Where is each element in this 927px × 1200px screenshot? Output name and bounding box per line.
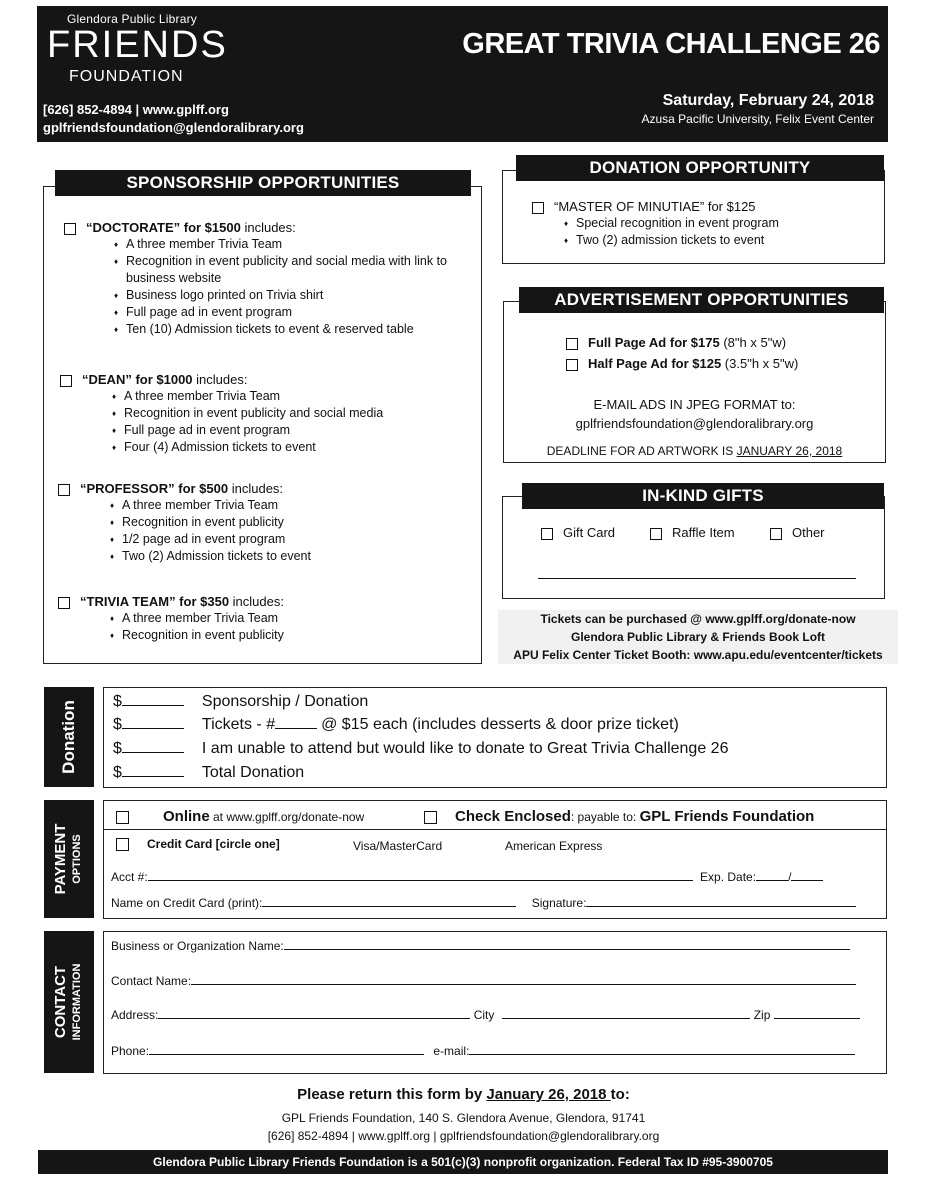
address-label: Address: [111,1008,159,1022]
zip-label: Zip [753,1008,771,1022]
tickets-line-2: Glendora Public Library & Friends Book Loft [570,630,826,644]
ad-full-page [566,335,786,350]
checkbox[interactable] [58,484,70,496]
checkbox[interactable] [64,223,76,235]
cc-option-visa[interactable]: Visa/MasterCard [353,839,443,853]
option-label: Gift Card [563,525,616,540]
benefit-item: ♦ Recognition in event publicity [110,627,458,644]
inkind-option-raffle [650,525,735,540]
benefit-item: ♦ Four (4) Admission tickets to event [112,439,460,456]
benefit-item: ♦ A three member Trivia Team [114,236,464,253]
dollar-sign: $ [113,693,122,710]
sponsorship-tier-dean [60,372,460,456]
donation-opportunity-item [532,199,872,249]
tier-suffix: includes: [228,481,284,496]
donation-side-label [44,687,94,787]
acct-label: Acct #: [111,870,148,884]
acct-row [111,870,823,884]
checkbox[interactable] [532,202,544,214]
benefit-item: ♦ Two (2) Admission tickets to event [110,548,458,565]
checkbox[interactable] [60,375,72,387]
tier-suffix: includes: [240,220,296,235]
benefit-item: ♦ A three member Trivia Team [110,497,458,514]
option-label: Raffle Item [672,525,735,540]
city-label: City [473,1008,495,1022]
checkbox[interactable] [116,811,129,824]
return-address: GPL Friends Foundation, 140 S. Glendora Avenue, Glendora, 91741 [281,1111,646,1125]
donation-opportunity-heading: DONATION OPPORTUNITY [516,155,884,181]
business-row [111,939,850,953]
org-email: gplfriendsfoundation@glendoralibrary.org [43,120,304,135]
tier-benefits [114,236,464,338]
sponsorship-tier-professor [58,481,458,565]
tickets-info [498,610,898,664]
event-title: GREAT TRIVIA CHALLENGE 26 [462,28,880,60]
tickets-line-3: APU Felix Center Ticket Booth: www.apu.edu/eventcenter/tickets [513,648,883,662]
tier-suffix: includes: [229,594,284,609]
amount-field[interactable] [122,752,184,753]
business-label: Business or Organization Name: [111,939,284,953]
tier-name: “TRIVIA TEAM” for $350 [80,594,230,609]
exp-label: Exp. Date: [700,870,757,884]
checkbox[interactable] [541,528,553,540]
cc-name-label: Name on Credit Card (print): [111,896,263,910]
contact-name-label: Contact Name: [111,974,192,988]
amount-field[interactable] [122,776,184,777]
phone-label: Phone: [111,1044,150,1058]
amount-field[interactable] [122,728,184,729]
ad-label: Full Page Ad for $175 [588,335,720,350]
payment-side-label [44,800,94,918]
tier-suffix: includes: [192,372,248,387]
phone-row [111,1044,855,1058]
org-logo-foundation: FOUNDATION [69,68,184,85]
benefit-item: ♦ Two (2) admission tickets to event [564,232,872,249]
exp-month-field[interactable] [756,880,788,881]
checkbox[interactable] [650,528,662,540]
signature-label: Signature: [531,896,587,910]
tier-name: “PROFESSOR” for $500 [80,481,229,496]
benefit-item: ♦ Ten (10) Admission tickets to event & reserved table [114,321,464,338]
return-prefix: Please return this form by [297,1086,487,1103]
benefit-item: ♦ Special recognition in event program [564,215,872,232]
exp-sep: / [788,870,792,884]
donation-name: “MASTER OF MINUTIAE” for $125 [554,199,756,214]
benefit-item: ♦ A three member Trivia Team [110,610,458,627]
ad-half-page [566,356,798,371]
ad-label: Half Page Ad for $125 [588,356,722,371]
cc-label: Credit Card [circle one] [147,837,280,851]
return-contact: [626] 852-4894 | www.gplff.org | gplfriendsfoundation@glendoralibrary.org [267,1129,660,1143]
inkind-description-line[interactable] [538,578,856,579]
sponsorship-tier-doctorate [64,220,464,338]
check-payable: : payable to: [570,810,640,824]
payment-check [424,808,814,825]
event-date: Saturday, February 24, 2018 [662,92,874,109]
contact-name-row [111,974,856,988]
donation-row-total [113,764,304,782]
business-field[interactable] [284,949,850,950]
ad-size: (8"h x 5"w) [719,335,787,350]
checkbox[interactable] [566,338,578,350]
sponsorship-tier-trivia-team [58,594,458,644]
inkind-box [502,496,885,599]
advertisement-heading: ADVERTISEMENT OPPORTUNITIES [519,287,884,313]
ad-size: (3.5"h x 5"w) [721,356,799,371]
tier-benefits [112,388,460,456]
benefit-item: ♦ Recognition in event publicity and social media [112,405,460,422]
checkbox[interactable] [58,597,70,609]
phone-field[interactable] [149,1054,424,1055]
online-label: Online [163,808,210,825]
donation-row-sponsorship [113,693,368,711]
checkbox[interactable] [116,838,129,851]
benefit-item: ♦ Recognition in event publicity [110,514,458,531]
signature-field[interactable] [586,906,856,907]
payment-online [116,808,364,825]
side-label-text: Donation [59,700,78,774]
org-name-top: Glendora Public Library [67,12,197,26]
sponsorship-heading: SPONSORSHIP OPPORTUNITIES [55,170,471,196]
checkbox[interactable] [566,359,578,371]
side-label-text: INFORMATION [71,963,83,1041]
ad-email-instruction: E-MAIL ADS IN JPEG FORMAT to: [593,397,796,412]
payment-credit-card [116,837,280,851]
org-logo-friends: FRIENDS [47,24,228,66]
side-label-text: OPTIONS [71,834,83,884]
row-text: I am unable to attend but would like to donate to Great Trivia Challenge 26 [201,740,729,757]
check-payee: GPL Friends Foundation [639,808,815,825]
dollar-sign: $ [113,716,122,733]
payment-box-divider [104,829,886,830]
check-label: Check Enclosed [455,808,571,825]
benefit-item: ♦ Business logo printed on Trivia shirt [114,287,464,304]
tier-name: “DEAN” for $1000 [82,372,193,387]
nonprofit-banner [38,1150,888,1174]
donation-row-unable [113,740,728,758]
deadline-date: JANUARY 26, 2018 [736,444,843,458]
org-phone-web: [626] 852-4894 | www.gplff.org [43,102,229,117]
tier-name: “DOCTORATE” for $1500 [86,220,241,235]
ad-deadline [503,444,886,458]
dollar-sign: $ [113,740,122,757]
row-text: Sponsorship / Donation [201,693,369,710]
cc-name-field[interactable] [262,906,516,907]
donation-benefits [564,215,872,249]
online-url: at www.gplff.org/donate-now [209,810,365,824]
return-instruction [0,1086,927,1103]
inkind-option-other [770,525,825,540]
checkbox[interactable] [770,528,782,540]
benefit-item: ♦ Recognition in event publicity and social media with link to business website [114,253,464,287]
row-text: @ $15 each (includes desserts & door prize ticket) [321,716,679,733]
address-row [111,1008,860,1022]
return-date: January 26, 2018 [486,1086,611,1103]
benefit-item: ♦ A three member Trivia Team [112,388,460,405]
inkind-heading: IN-KIND GIFTS [522,483,884,509]
ticket-count-field[interactable] [275,728,317,729]
checkbox[interactable] [424,811,437,824]
acct-field[interactable] [148,880,693,881]
event-venue: Azusa Pacific University, Felix Event Center [641,112,874,126]
side-label-text: CONTACT [52,965,69,1039]
row-text: Total Donation [201,764,305,781]
city-field[interactable] [502,1018,750,1019]
row-text: Tickets - # [201,716,276,733]
email-field[interactable] [469,1054,855,1055]
contact-side-label [44,931,94,1073]
nonprofit-text: Glendora Public Library Friends Foundation is a 501(c)(3) nonprofit organization. Federal Tax ID #95-3900705 [153,1155,773,1169]
header-banner [37,6,888,142]
benefit-item: ♦ Full page ad in event program [114,304,464,321]
side-label-text: PAYMENT [52,823,69,895]
deadline-prefix: DEADLINE FOR AD ARTWORK IS [546,444,737,458]
cc-option-amex[interactable]: American Express [505,839,603,853]
tier-benefits [110,610,458,644]
tickets-line-1: Tickets can be purchased @ www.gplff.org/donate-now [540,612,856,626]
inkind-option-gift-card [541,525,615,540]
benefit-item: ♦ Full page ad in event program [112,422,460,439]
return-suffix: to: [610,1086,630,1103]
zip-field[interactable] [774,1018,860,1019]
contact-name-field[interactable] [191,984,856,985]
email-label: e-mail: [433,1044,470,1058]
benefit-item: ♦ 1/2 page ad in event program [110,531,458,548]
tier-benefits [110,497,458,565]
option-label: Other [792,525,825,540]
donation-row-tickets [113,716,679,734]
address-field[interactable] [158,1018,470,1019]
amount-field[interactable] [122,705,184,706]
ad-email: gplfriendsfoundation@glendoralibrary.org [575,416,814,431]
cc-name-row [111,896,856,910]
dollar-sign: $ [113,764,122,781]
exp-year-field[interactable] [791,880,823,881]
advertisement-box [503,301,886,463]
